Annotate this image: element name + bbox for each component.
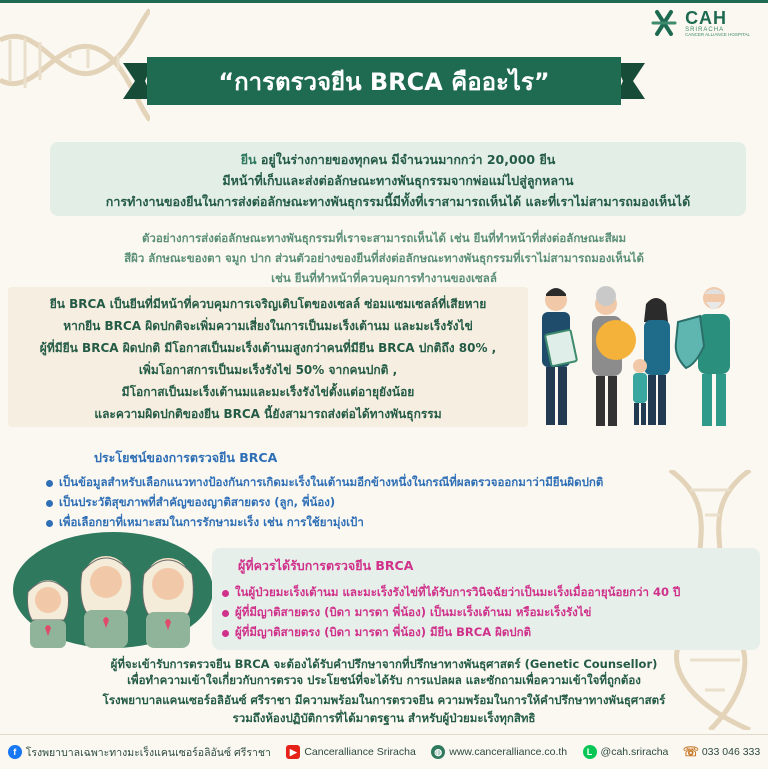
candidate-item: [222, 584, 680, 602]
family-illustration-icon: [528, 282, 763, 432]
logo-sub: SRIRACHA: [685, 26, 725, 33]
youtube-label: Canceralliance Sriracha: [304, 746, 416, 758]
phone-icon: ☏: [682, 744, 699, 759]
brca-line-2: หากยีน BRCA ผิดปกติจะเพิ่มความเสี่ยงในการเป็นมะเร็งเต้านม และมะเร็งรังไข่: [63, 319, 473, 333]
website-label: www.canceralliance.co.th: [449, 746, 568, 758]
intro-line-1: [50, 150, 746, 170]
candidates-title: ผู้ที่ควรได้รับการตรวจยีน BRCA: [238, 558, 414, 573]
bottom-line-4: รวมถึงห้องปฏิบัติการที่ได้มาตรฐาน สำหรับผู้ป่วยมะเร็งทุกสิทธิ: [232, 711, 536, 725]
globe-icon: ◍: [431, 745, 445, 759]
bullet-dot-icon: [222, 610, 229, 617]
bottom-line-2: เพื่อทำความเข้าใจเกี่ยวกับการตรวจ ประโยชน์ที่จะได้รับ การแปลผล และซักถามเพื่อความเข้าใจที่ถูกต้อง: [127, 673, 641, 687]
benefits-title: ประโยชน์ของการตรวจยีน BRCA: [94, 450, 278, 465]
line-label: @cah.sriracha: [600, 746, 669, 758]
benefit-text: เป็นข้อมูลสำหรับเลือกแนวทางป้องกันการเกิดมะเร็งในเต้านมอีกข้างหนึ่งในกรณีที่ผลตรวจออกมาว่ามียีนผิดปกติ: [59, 475, 604, 489]
example-line-3: เช่น ยีนที่ทำหน้าที่ควบคุมการทำงานของเซลล์: [271, 271, 497, 285]
page-title: “การตรวจยีน BRCA คืออะไร”: [218, 67, 550, 96]
hospital-logo: [649, 8, 750, 38]
logo-sub2: CANCER ALLIANCE HOSPITAL: [685, 31, 750, 37]
brca-line-6: และความผิดปกติของยีน BRCA นี้ยังสามารถส่งต่อได้ทางพันธุกรรม: [94, 407, 442, 421]
candidate-text: ผู้ที่มีญาติสายตรง (บิดา มารดา พี่น้อง) มียีน BRCA ผิดปกติ: [235, 625, 532, 639]
benefit-text: เพื่อเลือกยาที่เหมาะสมในการรักษามะเร็ง เช่น การใช้ยามุ่งเป้า: [59, 515, 364, 529]
benefit-item: [46, 474, 603, 492]
bullet-dot-icon: [46, 500, 53, 507]
facebook-link[interactable]: [8, 744, 271, 761]
candidate-text: ในผู้ป่วยมะเร็งเต้านม และมะเร็งรังไข่ที่ได้รับการวินิจฉัยว่าเป็นมะเร็งเมื่ออายุน้อยกว่า 40 ปี: [235, 585, 681, 599]
cah-logo-icon: [649, 8, 679, 38]
youtube-icon: ▶: [286, 745, 300, 759]
intro-line-2: มีหน้าที่เก็บและส่งต่อลักษณะทางพันธุกรรมจากพ่อแม่ไปสู่ลูกหลาน: [222, 173, 574, 188]
phone-label: 033 046 333: [701, 746, 761, 758]
intro-line-3: การทำงานของยีนในการส่งต่อลักษณะทางพันธุกรรมนี้มีทั้งที่เราสามารถเห็นได้ และที่เราไม่สามารถมองเห็นได้: [105, 194, 691, 209]
intro-lead: ยีน: [240, 152, 257, 167]
candidate-text: ผู้ที่มีญาติสายตรง (บิดา มารดา พี่น้อง) เป็นมะเร็งเต้านม หรือมะเร็งรังไข่: [235, 605, 592, 619]
bullet-dot-icon: [46, 480, 53, 487]
bottom-line-1: ผู้ที่จะเข้ารับการตรวจยีน BRCA จะต้องได้รับคำปรึกษาจากที่ปรึกษาทางพันธุศาสตร์ (Genetic Counsellor): [110, 657, 658, 671]
example-line-2: สีผิว ลักษณะของตา จมูก ปาก ส่วนตัวอย่างของยีนที่ส่งต่อลักษณะทางพันธุกรรมที่เราไม่สามารถมองเห็นได้: [124, 251, 644, 265]
website-link[interactable]: [431, 745, 567, 759]
footer-contact-bar: [0, 734, 768, 769]
example-line-1: ตัวอย่างการส่งต่อลักษณะทางพันธุกรรมที่เราจะสามารถเห็นได้ เช่น ยีนที่ทำหน้าที่ส่งต่อลักษณะสีผม: [141, 231, 627, 245]
women-ribbon-illustration-icon: [8, 520, 218, 650]
facebook-label: โรงพยาบาลเฉพาะทางมะเร็งแคนเซอร์อลิอันซ์ ศรีราชา: [25, 746, 271, 759]
bullet-dot-icon: [222, 630, 229, 637]
youtube-link[interactable]: [286, 745, 415, 759]
facebook-icon: f: [8, 745, 22, 759]
logo-brand: CAH: [685, 7, 728, 28]
brca-line-4: เพิ่มโอกาสการเป็นมะเร็งรังไข่ 50% จากคนปกติ ,: [138, 363, 398, 377]
bottom-line-3: โรงพยาบาลแคนเซอร์อลิอันซ์ ศรีราชา มีความพร้อมในการตรวจยีน ความพร้อมในการให้คำปรึกษาทางพันธุศาสตร์: [102, 693, 666, 707]
benefit-text: เป็นประวัติสุขภาพที่สำคัญของญาติสายตรง (ลูก, พี่น้อง): [59, 495, 336, 509]
brca-line-3: ผู้ที่มียีน BRCA ผิดปกติ มีโอกาสเป็นมะเร็งเต้านมสูงกว่าคนที่มียีน BRCA ปกติถึง 80% ,: [39, 341, 497, 355]
intro-box: [50, 142, 746, 216]
intro-rest: อยู่ในร่างกายของทุกคน มีจำนวนมากกว่า 20,000 ยีน: [260, 152, 556, 167]
brca-line-1: ยีน BRCA เป็นยีนที่มีหน้าที่ควบคุมการเจริญเติบโตของเซลล์ ซ่อมแซมเซลล์ที่เสียหาย: [49, 297, 487, 311]
candidate-item: [222, 604, 591, 622]
brca-info-box: [8, 287, 528, 427]
title-banner: [123, 57, 645, 105]
line-link[interactable]: [583, 745, 669, 759]
phone-link[interactable]: [684, 745, 760, 759]
benefit-item: [46, 494, 335, 512]
brca-line-5: มีโอกาสเป็นมะเร็งเต้านมและมะเร็งรังไข่ตั้งแต่อายุยังน้อย: [121, 385, 415, 399]
candidate-item: [222, 624, 531, 642]
bullet-dot-icon: [222, 590, 229, 597]
line-icon: L: [583, 745, 597, 759]
